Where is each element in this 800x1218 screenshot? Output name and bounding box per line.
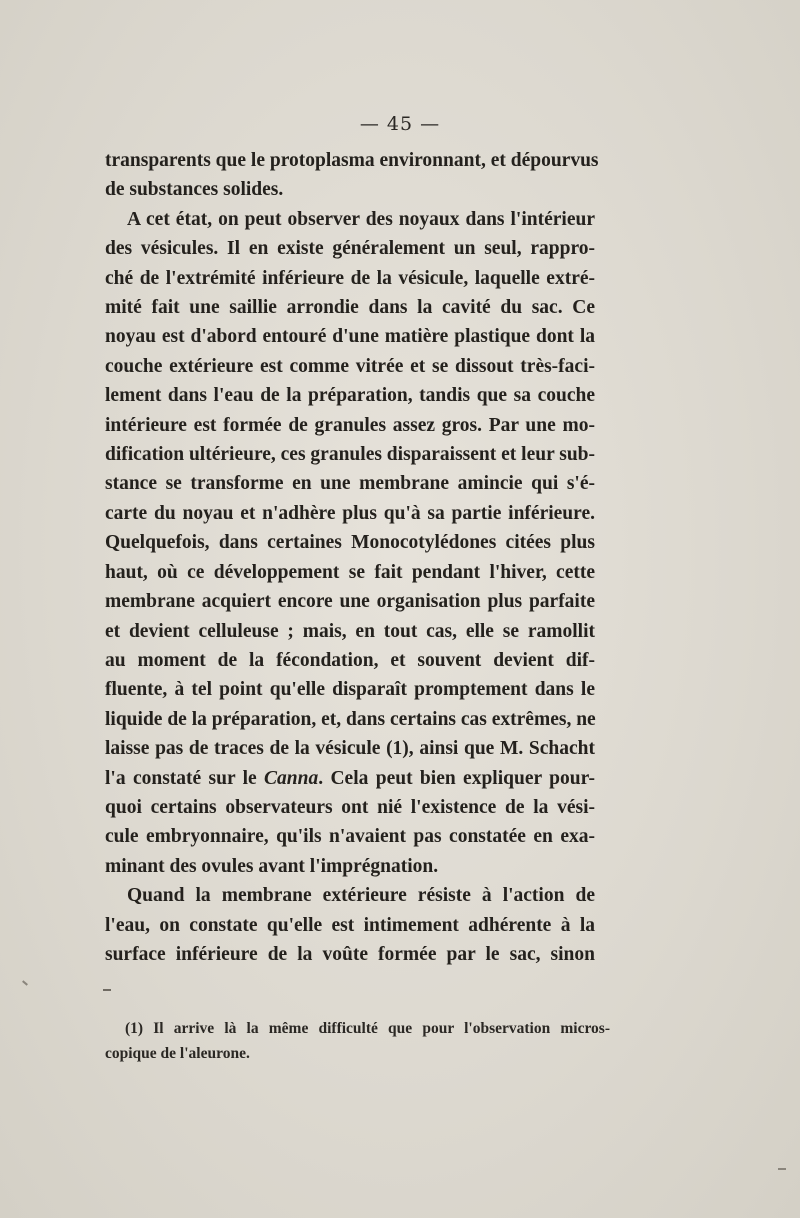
text-line: des vésicules. Il en existe généralement un seul, rappro- [105, 238, 595, 260]
text-line: surface inférieure de la voûte formée par le sac, sinon [105, 943, 595, 965]
text-line: mité fait une saillie arrondie dans la cavité du sac. Ce [105, 297, 595, 319]
footnote-line: copique de l'aleurone. [105, 1045, 250, 1062]
text-line: dification ultérieure, ces granules disparaissent et leur sub- [105, 444, 596, 466]
text-line: stance se transforme en une membrane amincie qui s'é- [105, 473, 595, 495]
text-line: l'eau, on constate qu'elle est intimement adhérente à la [105, 914, 595, 936]
text-line: Quelquefois, dans certaines Monocotylédones citées plus [105, 532, 595, 554]
text-line: fluente, à tel point qu'elle disparaît promptement dans le [105, 679, 595, 701]
text-line: cule embryonnaire, qu'ils n'avaient pas constatée en exa- [105, 826, 595, 848]
footnote-line: (1) Il arrive là la même difficulté que pour l'observation micros- [125, 1020, 610, 1037]
text-line: minant des ovules avant l'imprégnation. [105, 855, 439, 877]
text-line: laisse pas de traces de la vésicule (1), ainsi que M. Schacht [105, 738, 595, 760]
text-line: lement dans l'eau de la préparation, tandis que sa couche [105, 385, 595, 407]
footnote-separator [103, 989, 111, 991]
text-line: intérieure est formée de granules assez gros. Par une mo- [105, 414, 595, 436]
page-number: — 45 — [359, 113, 441, 135]
text-line: membrane acquiert encore une organisation plus parfaite [105, 591, 595, 613]
text-line: A cet état, on peut observer des noyaux dans l'intérieur [127, 208, 595, 230]
text-line: de substances solides. [105, 179, 284, 201]
paper-speck [22, 980, 28, 985]
text-line: couche extérieure est comme vitrée et se dissout très-faci- [105, 355, 595, 377]
text-line: liquide de la préparation, et, dans certains cas extrêmes, ne [105, 708, 596, 730]
text-line: Quand la membrane extérieure résiste à l'action de [127, 885, 595, 907]
footnote [105, 1016, 610, 1066]
text-fragment: . Cela peut bien expliquer pour- [318, 767, 595, 789]
main-text [105, 146, 599, 969]
text-line: carte du noyau et n'adhère plus qu'à sa partie inférieure. [105, 502, 595, 524]
text-line-with-italic [105, 764, 595, 793]
text-line: haut, où ce développement se fait pendant l'hiver, cette [105, 561, 595, 583]
text-line: ché de l'extrémité inférieure de la vésicule, laquelle extré- [105, 267, 595, 289]
text-line: noyau est d'abord entouré d'une matière plastique dont la [105, 326, 595, 348]
text-line: transparents que le protoplasma environnant, et dépourvus [105, 150, 599, 171]
text-line: au moment de la fécondation, et souvent devient dif- [105, 649, 595, 671]
text-fragment: l'a constaté sur le [105, 767, 257, 789]
italic-genus-name: Canna [264, 767, 319, 789]
paper-speck [778, 1168, 786, 1170]
text-line: et devient celluleuse ; mais, en tout cas, elle se ramollit [105, 620, 595, 642]
text-line: quoi certains observateurs ont nié l'existence de la vési- [105, 796, 595, 818]
